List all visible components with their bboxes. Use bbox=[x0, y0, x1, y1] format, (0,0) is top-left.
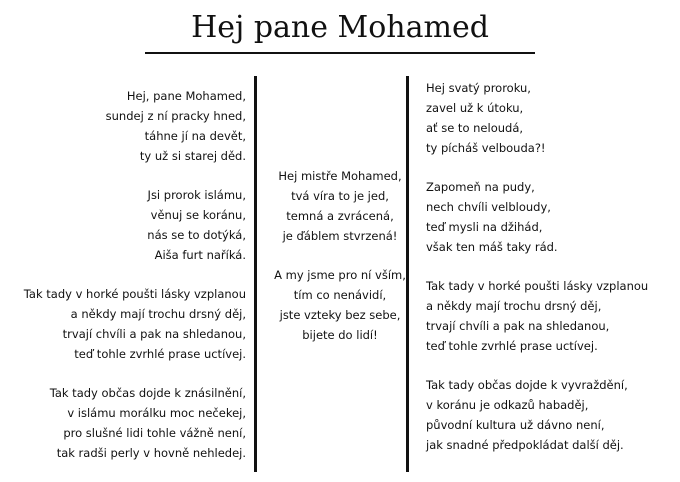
lyric-line: tím co nenávidí, bbox=[293, 288, 387, 302]
lyric-line: Tak tady v horké poušti lásky vzplanou bbox=[23, 287, 246, 301]
lyrics-column-left bbox=[24, 86, 246, 482]
lyric-line: Tak tady v horké poušti lásky vzplanou bbox=[426, 279, 649, 293]
lyric-line: jste vzteky bez sebe, bbox=[279, 308, 401, 322]
stanza bbox=[262, 265, 418, 345]
lyric-line: teď tohle zvrhlé prase uctívej. bbox=[426, 339, 598, 353]
lyric-line: tak radši perly v hovně nehledej. bbox=[56, 446, 246, 460]
lyric-line: bijete do lidí! bbox=[302, 328, 378, 342]
stanza bbox=[426, 375, 648, 455]
stanza bbox=[24, 284, 246, 364]
stanza bbox=[426, 78, 648, 158]
lyric-line: Tak tady občas dojde k vyvraždění, bbox=[426, 378, 628, 392]
lyric-line: v islámu morálku moc nečekej, bbox=[67, 406, 246, 420]
stanza bbox=[262, 166, 418, 246]
lyrics-column-middle bbox=[262, 166, 418, 364]
lyric-line: jak snadné předpokládat další děj. bbox=[426, 438, 624, 452]
lyric-line: temná a zvrácená, bbox=[286, 209, 394, 223]
lyric-line: tvá víra to je jed, bbox=[291, 189, 389, 203]
lyric-line: však ten máš taky rád. bbox=[426, 240, 558, 254]
lyric-line: Hej, pane Mohamed, bbox=[126, 89, 246, 103]
lyric-line: v koránu je odkazů habaděj, bbox=[426, 398, 589, 412]
lyric-line: nás se to dotýká, bbox=[147, 228, 246, 242]
lyric-line: nech chvíli velbloudy, bbox=[426, 200, 551, 214]
lyric-line: teď mysli na džihád, bbox=[426, 220, 543, 234]
lyric-line: ty pícháš velbouda?! bbox=[426, 141, 546, 155]
lyric-line: původní kultura už dávno není, bbox=[426, 418, 605, 432]
stanza bbox=[24, 185, 246, 265]
page-title: Hej pane Mohamed bbox=[191, 10, 489, 45]
lyric-line: ty už si starej děd. bbox=[139, 149, 246, 163]
lyric-line: teď tohle zvrhlé prase uctívej. bbox=[74, 347, 246, 361]
lyric-line: trvají chvíli a pak na shledanou, bbox=[62, 327, 246, 341]
lyric-line: Jsi prorok islámu, bbox=[147, 188, 246, 202]
lyric-line: Tak tady občas dojde k znásilnění, bbox=[49, 386, 246, 400]
column-divider-left bbox=[254, 76, 257, 472]
lyric-line: zavel už k útoku, bbox=[426, 101, 524, 115]
stanza bbox=[426, 276, 648, 356]
lyric-line: je ďáblem stvrzená! bbox=[282, 229, 398, 243]
lyric-line: a někdy mají trochu drsný děj, bbox=[70, 307, 246, 321]
lyric-line: Hej mistře Mohamed, bbox=[278, 169, 402, 183]
stanza bbox=[426, 177, 648, 257]
stanza bbox=[24, 86, 246, 166]
lyric-line: Hej svatý proroku, bbox=[426, 81, 531, 95]
lyric-line: ať se to neloudá, bbox=[426, 121, 524, 135]
lyric-line: trvají chvíli a pak na shledanou, bbox=[426, 319, 610, 333]
title-underline bbox=[145, 52, 535, 54]
lyric-line: Aiša furt naříká. bbox=[154, 248, 246, 262]
stanza bbox=[24, 383, 246, 463]
lyric-line: A my jsme pro ní vším, bbox=[274, 268, 406, 282]
lyric-line: věnuj se koránu, bbox=[150, 208, 246, 222]
lyric-line: sundej z ní pracky hned, bbox=[105, 109, 246, 123]
lyric-line: a někdy mají trochu drsný děj, bbox=[426, 299, 602, 313]
lyric-line: Zapomeň na pudy, bbox=[426, 180, 535, 194]
lyric-line: pro slušné lidi tohle vážně není, bbox=[63, 426, 246, 440]
lyric-line: táhne jí na devět, bbox=[144, 129, 246, 143]
lyrics-column-right bbox=[426, 78, 648, 474]
